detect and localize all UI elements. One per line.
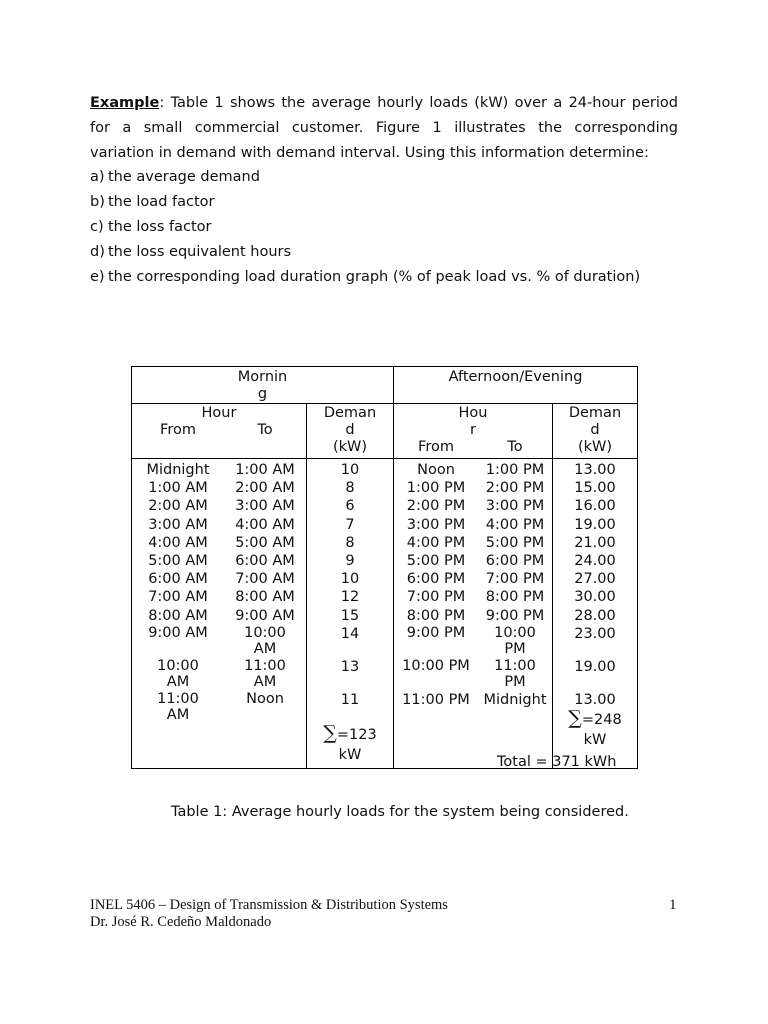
- question-text: the average demand: [108, 169, 260, 186]
- afternoon-header: Afternoon/Evening: [394, 367, 638, 404]
- to-cell: 4:00 AM: [235, 516, 295, 533]
- to-cell: 9:00 AM: [235, 607, 295, 624]
- table-row: [132, 625, 306, 658]
- demand-cell: 7: [345, 516, 355, 533]
- table-row: [132, 516, 306, 534]
- to-cell: 6:00 AM: [235, 552, 295, 569]
- morning-demand-cell: [307, 459, 394, 769]
- sigma-icon: ∑: [568, 706, 582, 729]
- to-cell: 1:00 PM: [485, 462, 545, 478]
- to-cell: Midnight: [483, 691, 547, 708]
- to-cell: 8:00 PM: [485, 589, 545, 606]
- example-label: Example: [90, 95, 160, 111]
- from-cell: 10:00 AM: [157, 657, 199, 691]
- table-row: [132, 588, 306, 606]
- question-item: [90, 240, 678, 265]
- afternoon-sum: ∑=248: [568, 706, 622, 729]
- from-cell: 9:00 PM: [406, 624, 466, 641]
- table-row: [132, 552, 306, 570]
- afternoon-demand-header: Deman d (kW): [553, 404, 638, 459]
- from-cell: 1:00 AM: [148, 480, 208, 497]
- morning-demand-header: Deman d (kW): [307, 404, 394, 459]
- question-item: [90, 265, 678, 290]
- afternoon-demand-cell: [553, 459, 638, 769]
- demand-cell: 19.00: [574, 658, 616, 675]
- to-label: To: [257, 422, 273, 438]
- from-cell: 8:00 PM: [406, 607, 466, 624]
- table-row: [394, 516, 552, 534]
- morning-sum-unit: kW: [338, 746, 362, 763]
- demand-cell: 6: [345, 498, 355, 515]
- demand-cell: 11: [340, 691, 360, 708]
- table-row: [132, 534, 306, 552]
- author-name: Dr. José R. Cedeño Maldonado: [90, 913, 272, 930]
- to-cell: 5:00 AM: [235, 534, 295, 551]
- table-row: [394, 497, 552, 515]
- table-row: [132, 658, 306, 691]
- to-cell: 10:00 PM: [494, 624, 536, 658]
- table-row: [394, 552, 552, 570]
- course-title: INEL 5406 – Design of Transmission & Distribution Systems: [90, 897, 448, 913]
- from-cell: Midnight: [146, 462, 210, 478]
- table-row: [394, 658, 552, 691]
- table-caption: Table 1: Average hourly loads for the system being considered.: [171, 804, 629, 820]
- table-row: [394, 570, 552, 588]
- demand-cell: 19.00: [574, 516, 616, 533]
- demand-cell: 10: [340, 462, 360, 478]
- question-label: e): [90, 268, 105, 285]
- to-cell: 4:00 PM: [485, 516, 545, 533]
- to-cell: 3:00 PM: [485, 498, 545, 515]
- to-cell: 2:00 PM: [485, 480, 545, 497]
- intro-line-2: for a small commercial customer. Figure 1 illustrates the corresponding: [90, 119, 678, 136]
- to-cell: 10:00 AM: [244, 624, 286, 658]
- question-label: a): [90, 169, 105, 186]
- from-cell: Noon: [417, 462, 455, 478]
- table-row: [394, 625, 552, 658]
- to-cell: 7:00 AM: [235, 571, 295, 588]
- to-cell: 11:00 AM: [244, 657, 286, 691]
- demand-cell: 10: [340, 571, 360, 588]
- table-row: [132, 607, 306, 625]
- to-cell: 9:00 PM: [485, 607, 545, 624]
- sigma-icon: ∑: [323, 721, 337, 744]
- demand-cell: 13.00: [574, 462, 616, 478]
- from-cell: 2:00 AM: [148, 498, 208, 515]
- question-text: the load factor: [108, 194, 215, 211]
- demand-cell: 8: [345, 480, 355, 497]
- afternoon-sum-unit: kW: [583, 732, 607, 749]
- question-item: [90, 215, 678, 240]
- table-row: [394, 479, 552, 497]
- demand-cell: 30.00: [574, 589, 616, 606]
- demand-cell: 27.00: [574, 571, 616, 588]
- question-label: c): [90, 218, 104, 235]
- total-energy: Total = 371 kWh: [497, 754, 617, 770]
- question-text: the corresponding load duration graph (% of peak load vs. % of duration): [108, 268, 641, 285]
- question-text: the loss factor: [108, 218, 212, 235]
- question-label: d): [90, 243, 105, 260]
- from-cell: 2:00 PM: [406, 498, 466, 515]
- demand-cell: 24.00: [574, 552, 616, 569]
- demand-cell: 15.00: [574, 480, 616, 497]
- afternoon-hours-cell: [394, 459, 553, 769]
- page-number: 1: [669, 897, 677, 913]
- table-row: [394, 691, 552, 709]
- table-row: [394, 534, 552, 552]
- question-text: the loss equivalent hours: [108, 243, 292, 260]
- to-cell: Noon: [246, 690, 284, 707]
- from-cell: 11:00 PM: [402, 691, 470, 708]
- from-cell: 5:00 PM: [406, 552, 466, 569]
- demand-cell: 28.00: [574, 607, 616, 624]
- from-cell: 5:00 AM: [148, 552, 208, 569]
- from-label: From: [418, 439, 454, 455]
- to-cell: 1:00 AM: [235, 462, 295, 478]
- intro-line-1: Example: Table 1 shows the average hourly loads (kW) over a 24-hour period: [90, 95, 678, 111]
- from-cell: 4:00 AM: [148, 534, 208, 551]
- to-cell: 11:00 PM: [494, 657, 536, 691]
- table-row: [394, 588, 552, 606]
- from-cell: 8:00 AM: [148, 607, 208, 624]
- demand-cell: 23.00: [574, 625, 616, 642]
- table-row: [132, 479, 306, 497]
- demand-cell: 15: [340, 607, 360, 624]
- to-cell: 5:00 PM: [485, 534, 545, 551]
- to-cell: 7:00 PM: [485, 571, 545, 588]
- demand-cell: 21.00: [574, 534, 616, 551]
- to-cell: 8:00 AM: [235, 589, 295, 606]
- morning-hour-header: Hour From To: [132, 404, 307, 459]
- from-cell: 6:00 PM: [406, 571, 466, 588]
- from-cell: 7:00 AM: [148, 589, 208, 606]
- intro-line-3: variation in demand with demand interval. Using this information determine:: [90, 144, 649, 161]
- table-row: [394, 461, 552, 479]
- demand-cell: 13: [340, 658, 360, 675]
- to-label: To: [507, 439, 523, 455]
- question-list: [90, 165, 678, 289]
- table-row: [132, 691, 306, 724]
- from-cell: 3:00 PM: [406, 516, 466, 533]
- demand-cell: 13.00: [574, 691, 616, 708]
- from-cell: 7:00 PM: [406, 589, 466, 606]
- problem-statement: [90, 91, 678, 289]
- question-item: [90, 165, 678, 190]
- demand-cell: 16.00: [574, 498, 616, 515]
- demand-cell: 9: [345, 552, 355, 569]
- question-item: [90, 190, 678, 215]
- page-footer: [90, 897, 448, 930]
- table-row: [132, 497, 306, 515]
- from-cell: 4:00 PM: [406, 534, 466, 551]
- table-row: [132, 570, 306, 588]
- question-label: b): [90, 194, 105, 211]
- hourly-loads-table: [131, 366, 638, 769]
- table-row: [132, 461, 306, 479]
- afternoon-hour-header: Hou r From To: [394, 404, 553, 459]
- to-cell: 2:00 AM: [235, 480, 295, 497]
- demand-cell: 12: [340, 589, 360, 606]
- demand-cell: 8: [345, 534, 355, 551]
- from-cell: 11:00 AM: [157, 690, 199, 724]
- to-cell: 6:00 PM: [485, 552, 545, 569]
- from-cell: 3:00 AM: [148, 516, 208, 533]
- morning-sum: ∑=123: [323, 721, 377, 744]
- from-cell: 6:00 AM: [148, 571, 208, 588]
- morning-header: Mornin g: [132, 367, 394, 404]
- morning-hours-cell: [132, 459, 307, 769]
- demand-cell: 14: [340, 625, 360, 642]
- from-cell: 10:00 PM: [402, 657, 470, 674]
- to-cell: 3:00 AM: [235, 498, 295, 515]
- table-row: [394, 607, 552, 625]
- from-cell: 1:00 PM: [406, 480, 466, 497]
- from-label: From: [160, 422, 196, 438]
- from-cell: 9:00 AM: [148, 624, 208, 641]
